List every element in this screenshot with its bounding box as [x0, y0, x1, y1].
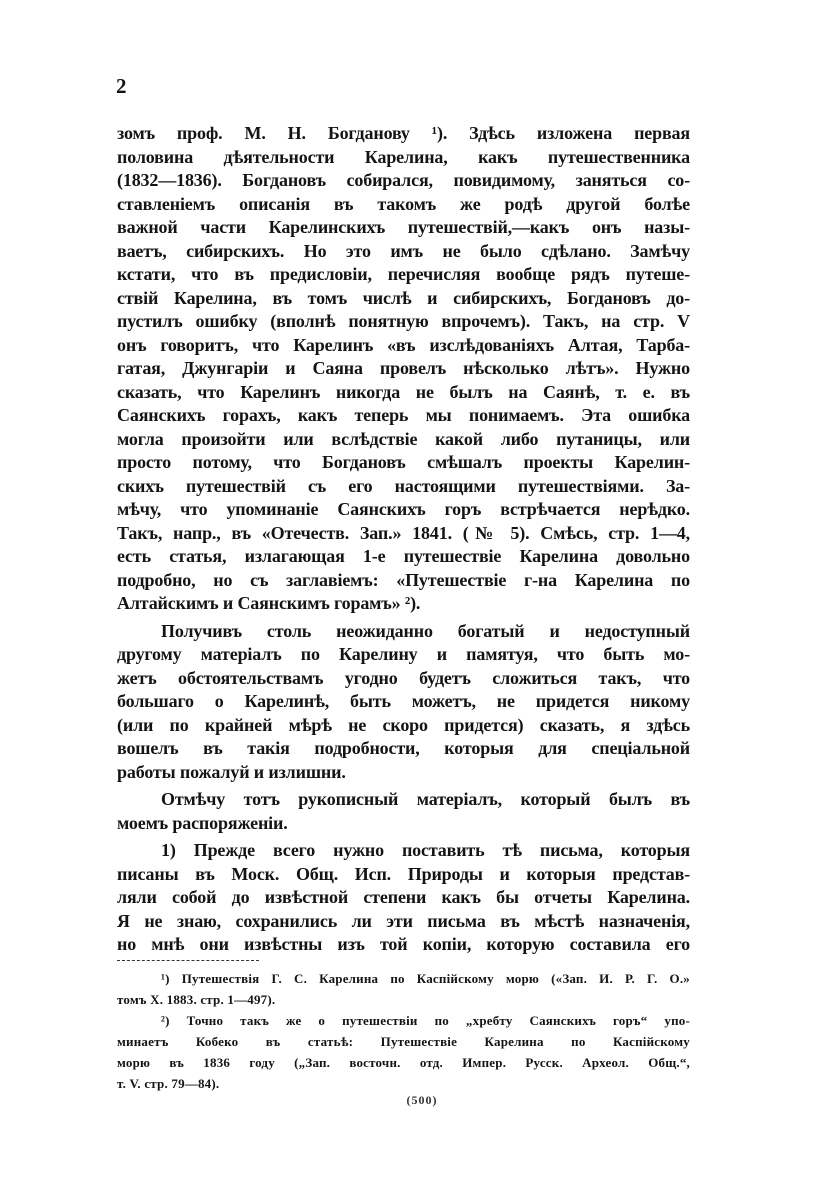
body-text-line: ствій Карелина, въ томъ числѣ и сибирскихъ, Богдановъ до- — [117, 287, 690, 308]
body-text-line: большаго о Карелинѣ, быть можетъ, не придется никому — [117, 691, 690, 711]
body-text-line: писаны въ Моск. Общ. Исп. Природы и которыя представ- — [117, 863, 690, 884]
body-text-line: важной части Карелинскихъ путешествій,—какъ онъ назы- — [117, 217, 690, 237]
body-text-line: Алтайскимъ и Саянскимъ горамъ» ²). — [117, 593, 421, 613]
body-text-line: зомъ проф. М. Н. Богданову ¹). Здѣсь изложена первая — [117, 123, 690, 143]
body-text-line: Саянскихъ горахъ, какъ теперь мы понимаемъ. Эта ошибка — [117, 405, 690, 425]
footnote-separator — [117, 960, 259, 961]
body-text-line: кстати, что въ предисловіи, перечисляя вообще рядъ путеше- — [117, 264, 690, 284]
body-text-line: сказать, что Карелинъ никогда не былъ на Саянѣ, т. е. въ — [117, 381, 690, 402]
body-text-line: (или по крайней мѣрѣ не скоро придется) сказать, я здѣсь — [117, 714, 690, 735]
body-text-line: ставленіемъ описанія въ такомъ же родѣ другой болѣе — [117, 193, 690, 214]
body-text-line: но мнѣ они извѣстны изъ той копіи, которую составила его — [117, 934, 690, 954]
footnote-line: ¹) Путешествія Г. С. Карелина по Каспійскому морю («Зап. И. Р. Г. О.» — [161, 971, 690, 986]
footnotes — [117, 968, 690, 1094]
footnote-line: минаетъ Кобеко въ статьѣ: Путешествіе Карелина по Каспійскому — [117, 1034, 690, 1049]
body-text-line: просто потому, что Богдановъ смѣшалъ проекты Карелин- — [117, 452, 690, 472]
signature-mark: (500) — [406, 1093, 438, 1107]
body-text-line: Такъ, напр., въ «Отечеств. Зап.» 1841. (№ 5). Смѣсь, стр. 1—4, — [117, 522, 690, 543]
body-text-line: ваетъ, сибирскихъ. Но это имъ не было сдѣлано. Замѣчу — [117, 240, 690, 261]
body-text-line: (1832—1836). Богдановъ собирался, повидимому, заняться со- — [117, 170, 690, 190]
body-text-line: вошелъ въ такія подробности, которыя для спеціальной — [117, 738, 690, 758]
body-text-line: половина дѣятельности Карелина, какъ путешественника — [117, 146, 690, 167]
footnote-line: т. V. стр. 79—84). — [117, 1076, 220, 1091]
body-text-line: работы пожалуй и излишни. — [117, 761, 346, 782]
body-text-line: Отмѣчу тотъ рукописный матеріалъ, который былъ въ — [161, 789, 690, 809]
body-text-line: подробно, но съ заглавіемъ: «Путешествіе г-на Карелина по — [117, 569, 690, 590]
page-number: 2 — [116, 74, 127, 98]
body-text-line: ляли собой до извѣстной степени какъ бы отчеты Карелина. — [117, 887, 690, 907]
body-text-line: мѣчу, что упоминаніе Саянскихъ горъ встрѣчается нерѣдко. — [117, 499, 690, 519]
body-text-line: скихъ путешествій съ его настоящими путешествіями. За- — [117, 475, 690, 496]
body-text-line: Я не знаю, сохранились ли эти письма въ мѣстѣ назначенія, — [117, 910, 690, 931]
footnote-line: томъ X. 1883. стр. 1—497). — [117, 992, 276, 1007]
body-text-line: пустилъ ошибку (вполнѣ понятную впрочемъ). Такъ, на стр. V — [117, 311, 690, 331]
body-text-line: моемъ распоряженіи. — [117, 812, 288, 833]
footnote-line: ²) Точно такъ же о путешествіи по „хребту Саянскихъ горъ“ упо- — [161, 1013, 690, 1028]
body-text-line: онъ говоритъ, что Карелинъ «въ изслѣдованіяхъ Алтая, Тарба- — [117, 334, 690, 355]
body-text — [117, 122, 690, 957]
body-text-line: 1) Прежде всего нужно поставить тѣ письма, которыя — [161, 840, 690, 860]
body-text-line: жетъ обстоятельствамъ угодно будетъ сложиться такъ, что — [117, 667, 690, 688]
body-text-line: гатая, Джунгаріи и Саяна провелъ нѣсколько лѣтъ». Нужно — [117, 358, 690, 378]
body-text-line: могла произойти или вслѣдствіе какой либо путаницы, или — [117, 428, 690, 449]
body-text-line: есть статья, излагающая 1-е путешествіе Карелина довольно — [117, 546, 690, 566]
body-text-line: Получивъ столь неожиданно богатый и недоступный — [161, 620, 690, 641]
footnote-line: морю въ 1836 году („Зап. восточн. отд. Импер. Русск. Археол. Общ.“, — [117, 1055, 690, 1070]
body-text-line: другому матеріалъ по Карелину и памятуя, что быть мо- — [117, 644, 690, 664]
